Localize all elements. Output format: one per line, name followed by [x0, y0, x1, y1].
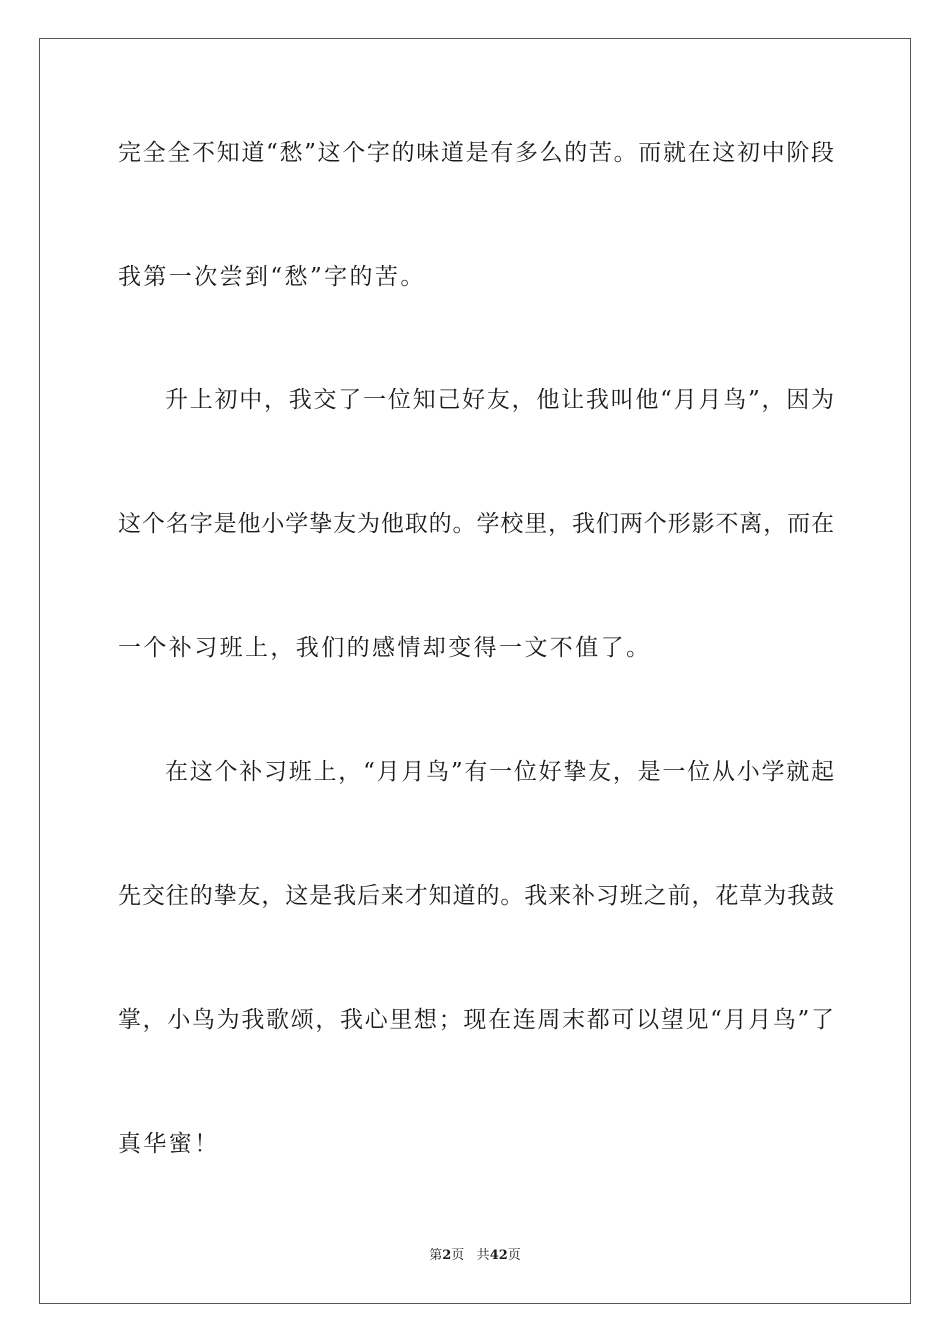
- page-prefix: 第: [429, 1248, 443, 1263]
- page-footer: [0, 1247, 950, 1265]
- total-pages-number: 42: [489, 1248, 508, 1263]
- text-line: 完全全不知道“愁”这个字的味道是有多么的苦。而就在这初中阶段: [118, 140, 834, 166]
- total-prefix: 共: [476, 1248, 490, 1263]
- text-line: 我第一次尝到“愁”字的苦。: [118, 264, 426, 290]
- total-suffix: 页: [507, 1248, 521, 1263]
- text-line: 先交往的挚友，这是我后来才知道的。我来补习班之前，花草为我鼓: [118, 883, 834, 909]
- text-line: 在这个补习班上，“月月鸟”有一位好挚友，是一位从小学就起: [165, 759, 834, 785]
- text-line: 真华蜜！: [118, 1131, 220, 1157]
- text-line: 掌，小鸟为我歌颂，我心里想；现在连周末都可以望见“月月鸟”了: [118, 1007, 834, 1033]
- text-line: 升上初中，我交了一位知己好友，他让我叫他“月月鸟”，因为: [165, 387, 834, 413]
- page-suffix: 页: [451, 1248, 465, 1263]
- text-line: 一个补习班上，我们的感情却变得一文不值了。: [118, 635, 652, 661]
- current-page-number: 2: [442, 1248, 452, 1263]
- page-border: [39, 38, 911, 1304]
- text-line: 这个名字是他小学挚友为他取的。学校里，我们两个形影不离，而在: [118, 511, 834, 537]
